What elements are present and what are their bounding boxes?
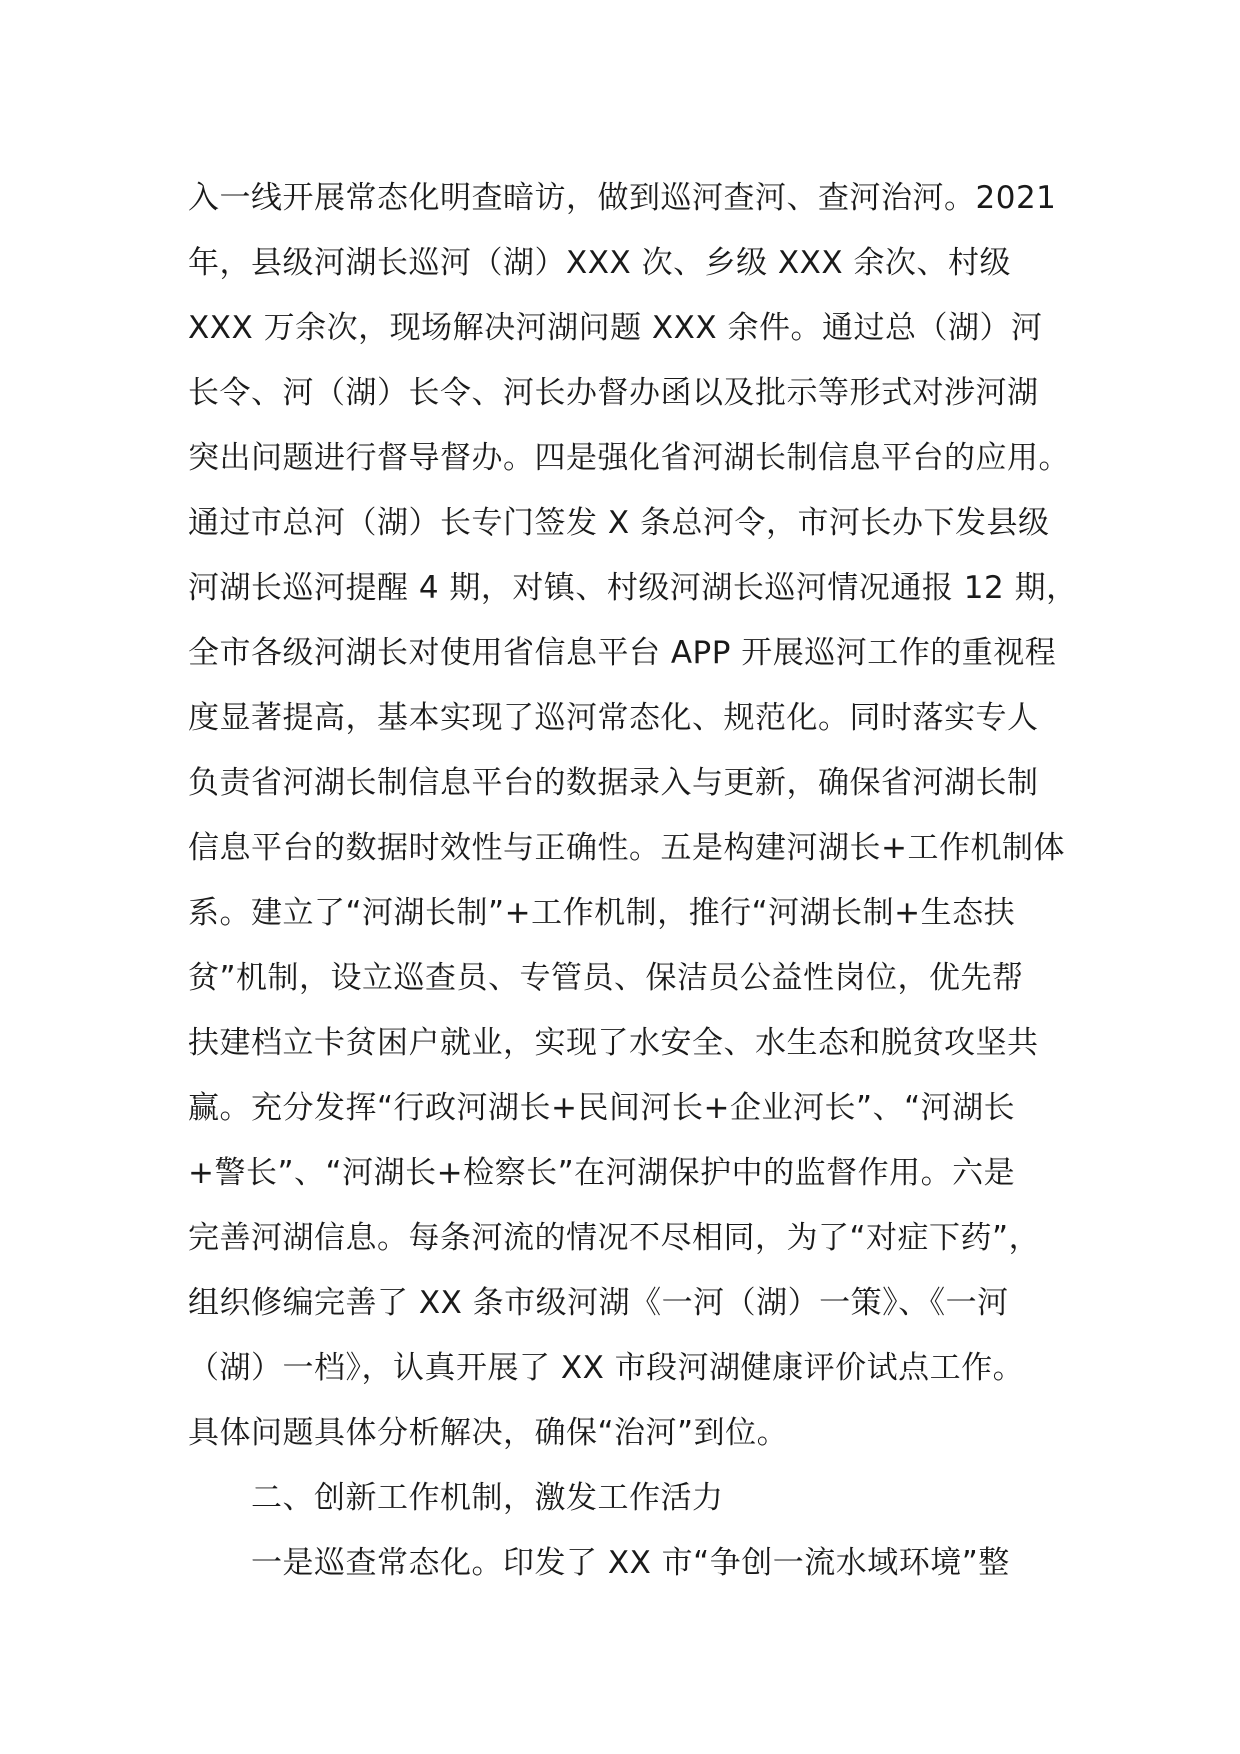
text-line: 贫”机制，设立巡查员、专管员、保洁员公益性岗位，优先帮	[188, 960, 1024, 996]
text-line: 突出问题进行督导督办。四是强化省河湖长制信息平台的应用。	[188, 440, 1070, 476]
text-line: +警长”、“河湖长+检察长”在河湖保护中的监督作用。六是	[188, 1155, 1016, 1191]
text-line: 年，县级河湖长巡河（湖）XXX 次、乡级 XXX 余次、村级	[188, 245, 1011, 281]
text-line: 组织修编完善了 XX 条市级河湖《一河（湖）一策》、《一河	[188, 1285, 1009, 1321]
text-line: 河湖长巡河提醒 4 期，对镇、村级河湖长巡河情况通报 12 期，	[188, 570, 1078, 606]
text-line: 全市各级河湖长对使用省信息平台 APP 开展巡河工作的重视程	[188, 635, 1057, 671]
paragraph-start-line: 一是巡查常态化。印发了 XX 市“争创一流水域环境”整	[251, 1545, 1010, 1581]
text-line: 入一线开展常态化明查暗访，做到巡河查河、查河治河。2021	[188, 180, 1057, 216]
text-line: 通过市总河（湖）长专门签发 X 条总河令，市河长办下发县级	[188, 505, 1050, 541]
text-line: XXX 万余次，现场解决河湖问题 XXX 余件。通过总（湖）河	[188, 310, 1043, 346]
text-line: 具体问题具体分析解决，确保“治河”到位。	[188, 1415, 789, 1451]
text-line: 度显著提高，基本实现了巡河常态化、规范化。同时落实专人	[188, 700, 1039, 736]
text-line: 完善河湖信息。每条河流的情况不尽相同，为了“对症下药”，	[188, 1220, 1041, 1256]
text-line: 长令、河（湖）长令、河长办督办函以及批示等形式对涉河湖	[188, 375, 1039, 411]
text-line: （湖）一档》，认真开展了 XX 市段河湖健康评价试点工作。	[188, 1350, 1025, 1386]
text-line: 信息平台的数据时效性与正确性。五是构建河湖长+工作机制体	[188, 830, 1065, 866]
text-line: 系。建立了“河湖长制”+工作机制，推行“河湖长制+生态扶	[188, 895, 1016, 931]
section-heading: 二、创新工作机制，激发工作活力	[251, 1480, 724, 1516]
text-line: 赢。充分发挥“行政河湖长+民间河长+企业河长”、“河湖长	[188, 1090, 1016, 1126]
text-line: 负责省河湖长制信息平台的数据录入与更新，确保省河湖长制	[188, 765, 1039, 801]
body-text	[188, 166, 1078, 1596]
text-line: 扶建档立卡贫困户就业，实现了水安全、水生态和脱贫攻坚共	[188, 1025, 1039, 1061]
